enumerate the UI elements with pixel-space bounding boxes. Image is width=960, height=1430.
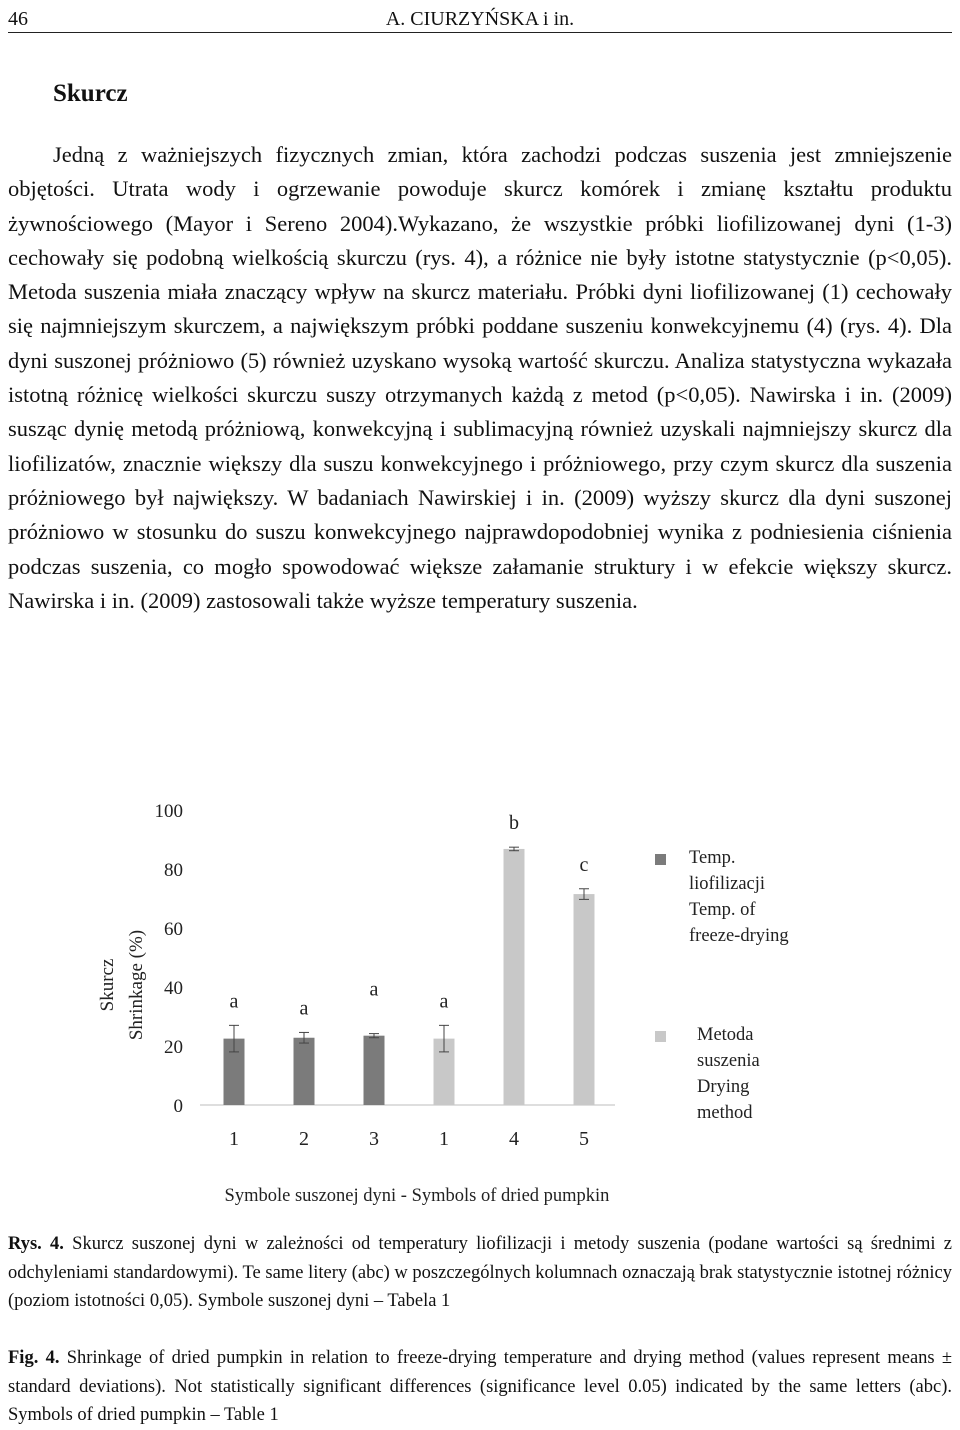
caption-english [8, 1344, 952, 1430]
legend-line-1-4: freeze-drying [689, 926, 789, 946]
bar-3 [364, 1036, 385, 1105]
x-tick-label-5: 4 [509, 1128, 519, 1150]
significance-letter-4: a [439, 990, 449, 1013]
legend-line-2-4: method [697, 1103, 753, 1123]
x-axis-title: Symbole suszonej dyni - Symbols of dried pumpkin [224, 1186, 610, 1206]
y-tick-label-5: 100 [154, 801, 183, 822]
caption-polish-text: Skurcz suszonej dyni w zależności od temperatury liofilizacji i metody suszenia (podane wartości są średnimi z odchyleniami standardowymi). Te same litery (abc) w poszczególnych kolumnach oznaczają brak statystycznie istotnej różnicy (poziom istotności 0,05). Symbole suszonej dyni – Tabela 1 [8, 1234, 952, 1311]
page-number: 46 [8, 8, 28, 30]
y-tick-label-2: 40 [164, 978, 183, 999]
chart-svg [0, 790, 960, 1220]
caption-english-text: Shrinkage of dried pumpkin in relation to freeze-drying temperature and drying method (values represent means ± standard deviations). Not statistically significant differences (significance level 0.05) indicated by the same letters (abc). Symbols of dried pumpkin – Table 1 [8, 1348, 953, 1425]
significance-letter-6: c [579, 853, 589, 876]
page-header [8, 6, 952, 33]
x-tick-label-4: 1 [439, 1128, 449, 1150]
y-axis-title-en: Shrinkage (%) [126, 929, 147, 1041]
x-tick-label-2: 2 [299, 1128, 309, 1150]
legend-swatch-2 [655, 1031, 666, 1042]
significance-letter-3: a [369, 978, 379, 1001]
shrinkage-chart [0, 790, 960, 1220]
y-tick-label-4: 80 [164, 860, 183, 881]
caption-polish-label: Rys. 4. [8, 1234, 64, 1254]
legend-line-2-2: suszenia [697, 1051, 760, 1071]
x-tick-label-6: 5 [579, 1128, 589, 1150]
running-title: A. CIURZYŃSKA i in. [385, 8, 575, 30]
caption-polish [8, 1230, 952, 1316]
x-tick-label-3: 3 [369, 1128, 379, 1150]
legend-line-2-3: Drying [697, 1077, 750, 1097]
y-axis-title-pl: Skurcz [97, 958, 118, 1012]
legend-line-1-3: Temp. of [689, 900, 756, 920]
legend-swatch-1 [655, 854, 666, 865]
x-tick-label-1: 1 [229, 1128, 239, 1150]
significance-letter-1: a [229, 990, 239, 1013]
significance-letter-5: b [509, 812, 519, 835]
significance-letter-2: a [299, 997, 309, 1020]
legend-line-1-1: Temp. [689, 848, 736, 868]
y-tick-label-3: 60 [164, 919, 183, 940]
bar-5 [504, 849, 525, 1105]
y-tick-label-0: 0 [173, 1096, 183, 1117]
bar-6 [574, 894, 595, 1105]
y-tick-label-1: 20 [164, 1037, 183, 1058]
body-paragraph: Jedną z ważniejszych fizycznych zmian, która zachodzi podczas suszenia jest zmniejszenie objętości. Utrata wody i ogrzewanie powoduje skurcz komórek i zmianę kształtu produktu żywnościowego (Mayor i Sereno 2004).Wykazano, że wszystkie próbki liofilizowanej dyni (1-3) cechowały się podobną wielkością skurczu (rys. 4), a różnice nie były istotne statystycznie (p<0,05). Metoda suszenia miała znaczący wpływ na skurcz materiału. Próbki dyni liofilizowanej (1) cechowały się najmniejszym skurczem, a największym próbki poddane suszeniu konwekcyjnemu (4) (rys. 4). Dla dyni suszonej próżniowo (5) również uzyskano wysoką wartość skurczu. Analiza statystyczna wykazała istotną różnicę wielkości skurczu suszy otrzymanych każdą z metod (p<0,05). Nawirska i in. (2009) susząc dynię metodą próżniową, konwekcyjną i sublimacyjną również uzyskali najmniejszy skurcz dla liofilizatów, znacznie większy dla suszu konwekcyjnego i próżniowego, przy czym skurcz dla suszenia próżniowego był największy. W badaniach Nawirskiej i in. (2009) wyższy skurcz dla dyni suszonej próżniowo w stosunku do suszu konwekcyjnego najprawdopodobniej wynika z podniesienia ciśnienia podczas suszenia, co mogło spowodować większe załamanie struktury i w efekcie większy skurcz. Nawirska i in. (2009) zastosowali także wyższe temperatury suszenia. [8, 142, 952, 613]
legend-line-2-1: Metoda [697, 1025, 754, 1045]
caption-english-label: Fig. 4. [8, 1348, 60, 1368]
bar-2 [294, 1038, 315, 1105]
legend-line-1-2: liofilizacji [689, 874, 766, 894]
section-title: Skurcz [53, 80, 128, 107]
